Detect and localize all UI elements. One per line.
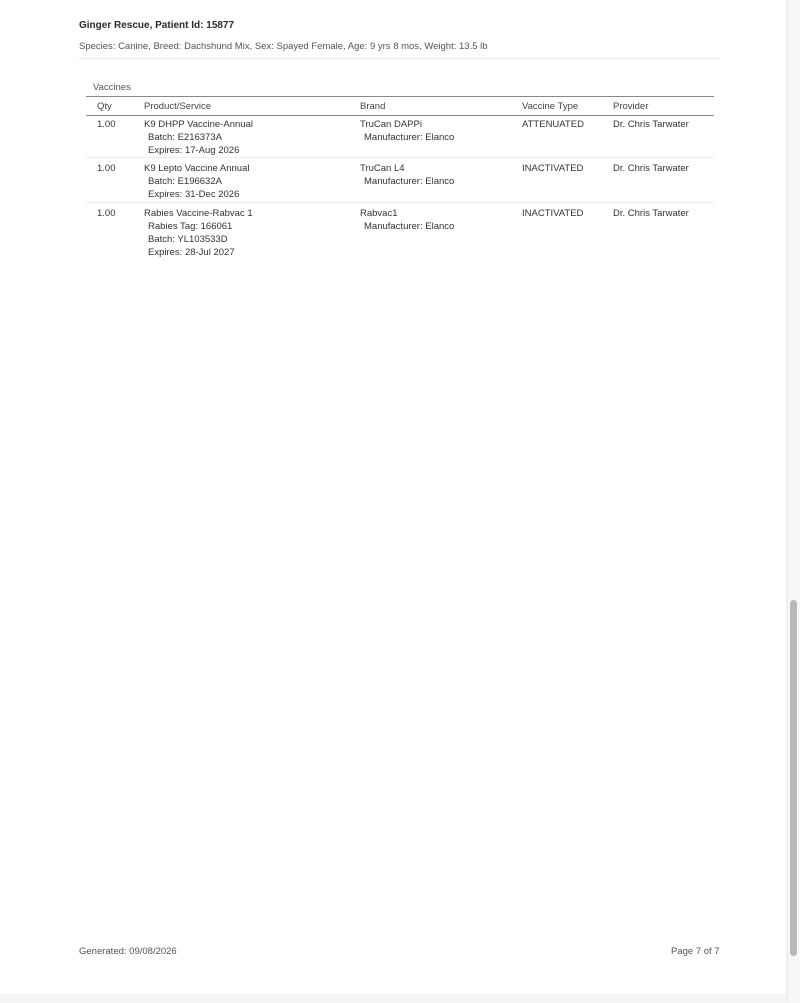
qty-cell: 1.00 [97, 208, 116, 219]
vaccine-type-cell: INACTIVATED [522, 208, 584, 219]
expires-line: Expires: 28-Jul 2027 [148, 247, 235, 258]
table-row [86, 159, 714, 203]
product-cell: Rabies Vaccine-Rabvac 1 [144, 208, 253, 219]
header-divider [79, 58, 720, 59]
expires-line: Expires: 31-Dec 2026 [148, 189, 240, 200]
manufacturer-line: Manufacturer: Elanco [364, 221, 455, 232]
patient-details: Species: Canine, Breed: Dachshund Mix, Sex: Spayed Female, Age: 9 yrs 8 mos, Weight: 13.5 lb [79, 41, 488, 52]
column-header-qty: Qty [97, 101, 112, 112]
generated-date: Generated: 09/08/2026 [79, 946, 177, 957]
batch-line: Batch: E196632A [148, 176, 222, 187]
expires-line: Expires: 17-Aug 2026 [148, 145, 240, 156]
vaccine-type-cell: ATTENUATED [522, 119, 584, 130]
brand-cell: TruCan DAPPi [360, 119, 422, 130]
manufacturer-line: Manufacturer: Elanco [364, 132, 455, 143]
brand-cell: Rabvac1 [360, 208, 398, 219]
column-header-provider: Provider [613, 101, 649, 112]
brand-cell: TruCan L4 [360, 163, 405, 174]
qty-cell: 1.00 [97, 163, 116, 174]
page-number: Page 7 of 7 [671, 946, 720, 957]
patient-name-header: Ginger Rescue, Patient Id: 15877 [79, 20, 235, 31]
product-cell: K9 Lepto Vaccine Annual [144, 163, 250, 174]
product-cell: K9 DHPP Vaccine-Annual [144, 119, 253, 130]
provider-cell: Dr. Chris Tarwater [613, 208, 689, 219]
table-row [86, 204, 714, 262]
provider-cell: Dr. Chris Tarwater [613, 119, 689, 130]
table-row [86, 115, 714, 158]
vaccines-table-header [86, 96, 714, 116]
batch-line: Batch: YL103533D [148, 234, 228, 245]
column-header-vaccine-type: Vaccine Type [522, 101, 579, 112]
batch-line: Batch: E216373A [148, 132, 222, 143]
rabies-tag-line: Rabies Tag: 166061 [148, 221, 233, 232]
column-header-product: Product/Service [144, 101, 212, 112]
scrollbar-thumb[interactable] [790, 600, 797, 956]
vaccine-type-cell: INACTIVATED [522, 163, 584, 174]
manufacturer-line: Manufacturer: Elanco [364, 176, 455, 187]
provider-cell: Dr. Chris Tarwater [613, 163, 689, 174]
column-header-brand: Brand [360, 101, 386, 112]
qty-cell: 1.00 [97, 119, 116, 130]
vaccines-section-title: Vaccines [93, 82, 131, 93]
